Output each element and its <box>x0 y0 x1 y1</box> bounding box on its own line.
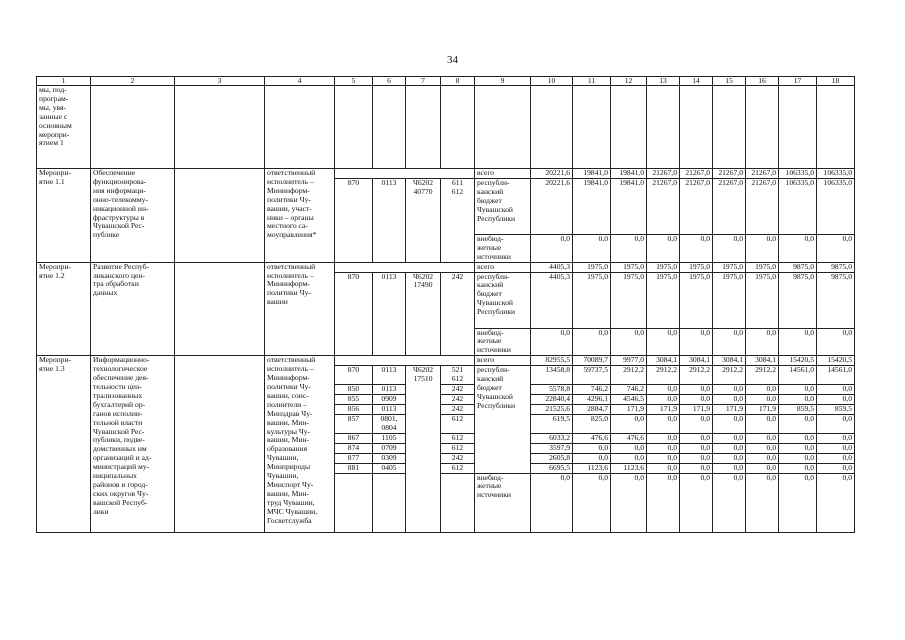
value-cell: 0,0 <box>713 385 746 395</box>
value-cell: 0,0 <box>746 385 779 395</box>
value-cell: 0,0 <box>573 453 611 463</box>
value-cell: 1975,0 <box>647 272 680 328</box>
value-cell: 1975,0 <box>573 262 611 272</box>
empty-cell <box>335 169 475 179</box>
value-cell: 0,0 <box>746 453 779 463</box>
value-cell: 0,0 <box>680 453 713 463</box>
value-cell: 6033,2 <box>531 433 573 443</box>
empty-cell <box>175 169 265 263</box>
code-cell: 242 <box>441 395 475 405</box>
funding-source: всего <box>475 356 531 366</box>
column-header: 4 <box>265 77 335 86</box>
value-cell: 859,5 <box>817 404 855 414</box>
empty-cell <box>531 86 573 169</box>
column-header: 5 <box>335 77 373 86</box>
value-cell: 9875,0 <box>779 262 817 272</box>
value-cell: 21267,0 <box>713 169 746 179</box>
value-cell: 0,0 <box>531 473 573 532</box>
value-cell: 0,0 <box>647 385 680 395</box>
value-cell: 6695,5 <box>531 463 573 473</box>
measure-row <box>37 262 855 272</box>
value-cell: 0,0 <box>713 395 746 405</box>
value-cell: 19841,0 <box>573 169 611 179</box>
value-cell: 0,0 <box>611 443 647 453</box>
value-cell: 9875,0 <box>817 272 855 328</box>
code-cell: 611 612 <box>441 178 475 262</box>
value-cell: 0,0 <box>713 328 746 356</box>
value-cell: 1975,0 <box>746 272 779 328</box>
value-cell: 825,0 <box>573 414 611 433</box>
value-cell: 0,0 <box>779 395 817 405</box>
column-header: 3 <box>175 77 265 86</box>
empty-cell <box>175 86 265 169</box>
value-cell: 0,0 <box>680 395 713 405</box>
empty-cell <box>265 86 335 169</box>
empty-cell <box>91 86 175 169</box>
value-cell: 0,0 <box>680 463 713 473</box>
empty-cell <box>611 86 647 169</box>
value-cell: 21267,0 <box>680 178 713 234</box>
value-cell: 171,9 <box>680 404 713 414</box>
value-cell: 1975,0 <box>746 262 779 272</box>
value-cell: 0,0 <box>779 234 817 262</box>
value-cell: 22840,4 <box>531 395 573 405</box>
value-cell: 9977,0 <box>611 356 647 366</box>
value-cell: 1975,0 <box>680 272 713 328</box>
value-cell: 21267,0 <box>713 178 746 234</box>
value-cell: 0,0 <box>611 328 647 356</box>
value-cell: 2912,2 <box>713 366 746 385</box>
value-cell: 106335,0 <box>817 169 855 179</box>
empty-cell <box>335 262 475 272</box>
measure-label: Меропри- ятие 1.1 <box>37 169 91 263</box>
measure-row <box>37 169 855 179</box>
value-cell: 0,0 <box>647 453 680 463</box>
code-cell: 850 <box>335 385 373 395</box>
value-cell: 0,0 <box>647 443 680 453</box>
value-cell: 2912,2 <box>611 366 647 385</box>
value-cell: 0,0 <box>611 414 647 433</box>
empty-cell <box>573 86 611 169</box>
empty-cell <box>406 86 441 169</box>
code-cell: 242 <box>441 453 475 463</box>
funding-source: внебюд- жетные источники <box>475 234 531 262</box>
code-cell: 0113 <box>373 272 406 356</box>
value-cell: 21267,0 <box>647 169 680 179</box>
empty-cell <box>335 356 475 366</box>
value-cell: 0,0 <box>779 385 817 395</box>
value-cell: 1975,0 <box>611 262 647 272</box>
code-cell: 0113 <box>373 178 406 262</box>
value-cell: 0,0 <box>713 414 746 433</box>
funding-source: всего <box>475 169 531 179</box>
value-cell: 0,0 <box>680 473 713 532</box>
value-cell: 0,0 <box>713 433 746 443</box>
value-cell: 0,0 <box>680 234 713 262</box>
value-cell: 59737,5 <box>573 366 611 385</box>
header-row <box>37 77 855 86</box>
empty-cell <box>175 356 265 532</box>
value-cell: 21267,0 <box>746 178 779 234</box>
code-cell: 242 <box>441 385 475 395</box>
measure-name: Развитие Респуб- ликанского цен- тра обработки данных <box>91 262 175 356</box>
executor: ответственный исполнитель – Мининформ- политики Чу- вашии, участ- ники – органы местного са- моуправления* <box>265 169 335 263</box>
value-cell: 0,0 <box>746 473 779 532</box>
code-cell: 877 <box>335 453 373 463</box>
value-cell: 13458,8 <box>531 366 573 385</box>
value-cell: 0,0 <box>817 395 855 405</box>
column-header: 7 <box>406 77 441 86</box>
value-cell: 0,0 <box>779 473 817 532</box>
value-cell: 14561,0 <box>817 366 855 385</box>
value-cell: 0,0 <box>779 328 817 356</box>
value-cell: 4296,1 <box>573 395 611 405</box>
executor: ответственный исполнитель – Мининформ- политики Чу- вашии, соис- полнители – Минздрав Чу- вашии, Мин- культуры Чу- вашии, Мин- образования Чувашии, Минприроды Чувашии, Минспорт Чу- вашии, Мин- труд Чувашии, МЧС Чувашии, Госветслужба <box>265 356 335 532</box>
value-cell: 0,0 <box>713 443 746 453</box>
code-cell: 0309 <box>373 453 406 463</box>
value-cell: 0,0 <box>611 234 647 262</box>
value-cell: 0,0 <box>647 433 680 443</box>
code-cell <box>441 473 475 532</box>
value-cell: 0,0 <box>611 453 647 463</box>
value-cell: 1975,0 <box>680 262 713 272</box>
measure-name: Обеспечение функционирова- ния информаци- онно-телекомму- никационной ин- фраструктуры в Чувашской Рес- публике <box>91 169 175 263</box>
value-cell: 106335,0 <box>779 178 817 234</box>
funding-source: республи- канский бюджет Чувашской Республики <box>475 178 531 234</box>
column-header: 2 <box>91 77 175 86</box>
value-cell: 1975,0 <box>611 272 647 328</box>
code-cell: 855 <box>335 395 373 405</box>
value-cell: 3597,9 <box>531 443 573 453</box>
value-cell: 0,0 <box>746 328 779 356</box>
value-cell: 171,9 <box>713 404 746 414</box>
value-cell: 171,9 <box>611 404 647 414</box>
value-cell: 0,0 <box>746 414 779 433</box>
code-cell: 1105 <box>373 433 406 443</box>
value-cell: 4405,3 <box>531 262 573 272</box>
value-cell: 3084,1 <box>680 356 713 366</box>
empty-cell <box>335 86 373 169</box>
code-cell: 612 <box>441 414 475 433</box>
empty-cell <box>746 86 779 169</box>
column-header: 10 <box>531 77 573 86</box>
value-cell: 0,0 <box>680 433 713 443</box>
value-cell: 0,0 <box>746 234 779 262</box>
value-cell: 21525,6 <box>531 404 573 414</box>
value-cell: 0,0 <box>817 385 855 395</box>
empty-cell <box>475 86 531 169</box>
value-cell: 0,0 <box>746 443 779 453</box>
code-cell: Ч6202 17510 <box>406 366 441 532</box>
value-cell: 1123,6 <box>573 463 611 473</box>
value-cell: 1975,0 <box>713 262 746 272</box>
value-cell: 5578,8 <box>531 385 573 395</box>
value-cell: 746,2 <box>611 385 647 395</box>
value-cell: 0,0 <box>573 234 611 262</box>
value-cell: 4546,5 <box>611 395 647 405</box>
value-cell: 0,0 <box>746 395 779 405</box>
value-cell: 2884,7 <box>573 404 611 414</box>
column-header: 15 <box>713 77 746 86</box>
value-cell: 20221,6 <box>531 178 573 234</box>
code-cell: 856 <box>335 404 373 414</box>
row-label: мы, под- програм- мы, увя- занные с основным меропри- ятием 1 <box>37 86 91 169</box>
value-cell: 14561,0 <box>779 366 817 385</box>
value-cell: 0,0 <box>817 473 855 532</box>
value-cell: 0,0 <box>531 328 573 356</box>
code-cell: Ч6202 17490 <box>406 272 441 356</box>
measure-label: Меропри- ятие 1.3 <box>37 356 91 532</box>
value-cell: 476,6 <box>611 433 647 443</box>
value-cell: 4405,3 <box>531 272 573 328</box>
value-cell: 0,0 <box>817 433 855 443</box>
value-cell: 859,5 <box>779 404 817 414</box>
empty-cell <box>680 86 713 169</box>
code-cell: 0801, 0804 <box>373 414 406 433</box>
page-number: 34 <box>447 54 458 66</box>
value-cell: 0,0 <box>647 414 680 433</box>
code-cell: Ч6202 40770 <box>406 178 441 262</box>
value-cell: 0,0 <box>779 433 817 443</box>
column-header: 12 <box>611 77 647 86</box>
continuation-row <box>37 86 855 169</box>
code-cell: 0909 <box>373 395 406 405</box>
value-cell: 106335,0 <box>779 169 817 179</box>
value-cell: 0,0 <box>817 328 855 356</box>
value-cell: 106335,0 <box>817 178 855 234</box>
code-cell: 874 <box>335 443 373 453</box>
value-cell: 9875,0 <box>817 262 855 272</box>
value-cell: 21267,0 <box>746 169 779 179</box>
value-cell: 619,5 <box>531 414 573 433</box>
value-cell: 70089,7 <box>573 356 611 366</box>
value-cell: 2912,2 <box>680 366 713 385</box>
column-header: 13 <box>647 77 680 86</box>
value-cell: 0,0 <box>817 443 855 453</box>
code-cell: 242 <box>441 404 475 414</box>
value-cell: 0,0 <box>817 463 855 473</box>
value-cell: 21267,0 <box>680 169 713 179</box>
value-cell: 0,0 <box>647 473 680 532</box>
code-cell: 857 <box>335 414 373 433</box>
value-cell: 2912,2 <box>746 366 779 385</box>
value-cell: 1975,0 <box>573 272 611 328</box>
funding-source: внебюд- жетные источники <box>475 328 531 356</box>
value-cell: 0,0 <box>817 414 855 433</box>
value-cell: 0,0 <box>713 463 746 473</box>
value-cell: 3084,1 <box>746 356 779 366</box>
empty-cell <box>441 86 475 169</box>
value-cell: 0,0 <box>680 328 713 356</box>
code-cell: 867 <box>335 433 373 443</box>
value-cell: 9875,0 <box>779 272 817 328</box>
value-cell: 1123,6 <box>611 463 647 473</box>
code-cell: 0113 <box>373 385 406 395</box>
value-cell: 1975,0 <box>647 262 680 272</box>
code-cell: 612 <box>441 433 475 443</box>
value-cell: 19841,0 <box>573 178 611 234</box>
value-cell: 15420,5 <box>779 356 817 366</box>
empty-cell <box>817 86 855 169</box>
code-cell: 0405 <box>373 463 406 473</box>
code-cell: 870 <box>335 366 373 385</box>
value-cell: 0,0 <box>779 463 817 473</box>
code-cell: 0113 <box>373 366 406 385</box>
column-header: 11 <box>573 77 611 86</box>
code-cell: 242 <box>441 272 475 356</box>
value-cell: 0,0 <box>713 453 746 463</box>
funding-source: внебюд- жетные источники <box>475 473 531 532</box>
funding-source: республи- канский бюджет Чувашской Республики <box>475 366 531 473</box>
funding-source: республи- канский бюджет Чувашской Республики <box>475 272 531 328</box>
column-header: 9 <box>475 77 531 86</box>
value-cell: 2605,8 <box>531 453 573 463</box>
empty-cell <box>713 86 746 169</box>
measure-name: Информационно- технологическое обеспечение дея- тельности цен- трализованных бухгалтерий ор- ганов исполни- тельной власти Чувашской Рес- публики, подве- домственных им организаций и ад- министраций му- ниципальных районов и город- ских округов Чу- вашской Респуб- лики <box>91 356 175 532</box>
empty-cell <box>373 86 406 169</box>
value-cell: 0,0 <box>713 473 746 532</box>
value-cell: 20221,6 <box>531 169 573 179</box>
column-header: 1 <box>37 77 91 86</box>
executor: ответственный исполнитель – Мининформ- политики Чу- вашии <box>265 262 335 356</box>
empty-cell <box>175 262 265 356</box>
value-cell: 476,6 <box>573 433 611 443</box>
empty-cell <box>779 86 817 169</box>
value-cell: 0,0 <box>680 414 713 433</box>
measure-label: Меропри- ятие 1.2 <box>37 262 91 356</box>
value-cell: 21267,0 <box>647 178 680 234</box>
value-cell: 0,0 <box>779 414 817 433</box>
value-cell: 0,0 <box>647 395 680 405</box>
value-cell: 3084,1 <box>713 356 746 366</box>
value-cell: 19841,0 <box>611 169 647 179</box>
value-cell: 19841,0 <box>611 178 647 234</box>
funding-source: всего <box>475 262 531 272</box>
column-header: 18 <box>817 77 855 86</box>
code-cell: 612 <box>441 443 475 453</box>
value-cell: 15420,5 <box>817 356 855 366</box>
column-header: 14 <box>680 77 713 86</box>
code-cell: 870 <box>335 272 373 356</box>
value-cell: 0,0 <box>779 443 817 453</box>
value-cell: 0,0 <box>680 385 713 395</box>
column-header: 16 <box>746 77 779 86</box>
value-cell: 0,0 <box>573 328 611 356</box>
value-cell: 0,0 <box>647 463 680 473</box>
value-cell: 0,0 <box>647 328 680 356</box>
code-cell: 612 <box>441 463 475 473</box>
value-cell: 82955,5 <box>531 356 573 366</box>
code-cell <box>335 473 373 532</box>
value-cell: 0,0 <box>817 234 855 262</box>
code-cell: 881 <box>335 463 373 473</box>
value-cell: 0,0 <box>647 234 680 262</box>
value-cell: 746,2 <box>573 385 611 395</box>
value-cell: 0,0 <box>531 234 573 262</box>
value-cell: 0,0 <box>611 473 647 532</box>
value-cell: 0,0 <box>713 234 746 262</box>
column-header: 17 <box>779 77 817 86</box>
value-cell: 171,9 <box>746 404 779 414</box>
value-cell: 0,0 <box>779 453 817 463</box>
code-cell: 870 <box>335 178 373 262</box>
measure-row <box>37 356 855 366</box>
column-header: 6 <box>373 77 406 86</box>
value-cell: 0,0 <box>573 443 611 453</box>
value-cell: 3084,1 <box>647 356 680 366</box>
value-cell: 1975,0 <box>713 272 746 328</box>
column-header: 8 <box>441 77 475 86</box>
empty-cell <box>647 86 680 169</box>
value-cell: 0,0 <box>746 433 779 443</box>
value-cell: 0,0 <box>817 453 855 463</box>
value-cell: 0,0 <box>680 443 713 453</box>
value-cell: 171,9 <box>647 404 680 414</box>
code-cell <box>373 473 406 532</box>
value-cell: 0,0 <box>746 463 779 473</box>
value-cell: 0,0 <box>573 473 611 532</box>
value-cell: 2912,2 <box>647 366 680 385</box>
code-cell: 0709 <box>373 443 406 453</box>
program-table <box>36 76 855 533</box>
code-cell: 521 612 <box>441 366 475 385</box>
code-cell: 0113 <box>373 404 406 414</box>
